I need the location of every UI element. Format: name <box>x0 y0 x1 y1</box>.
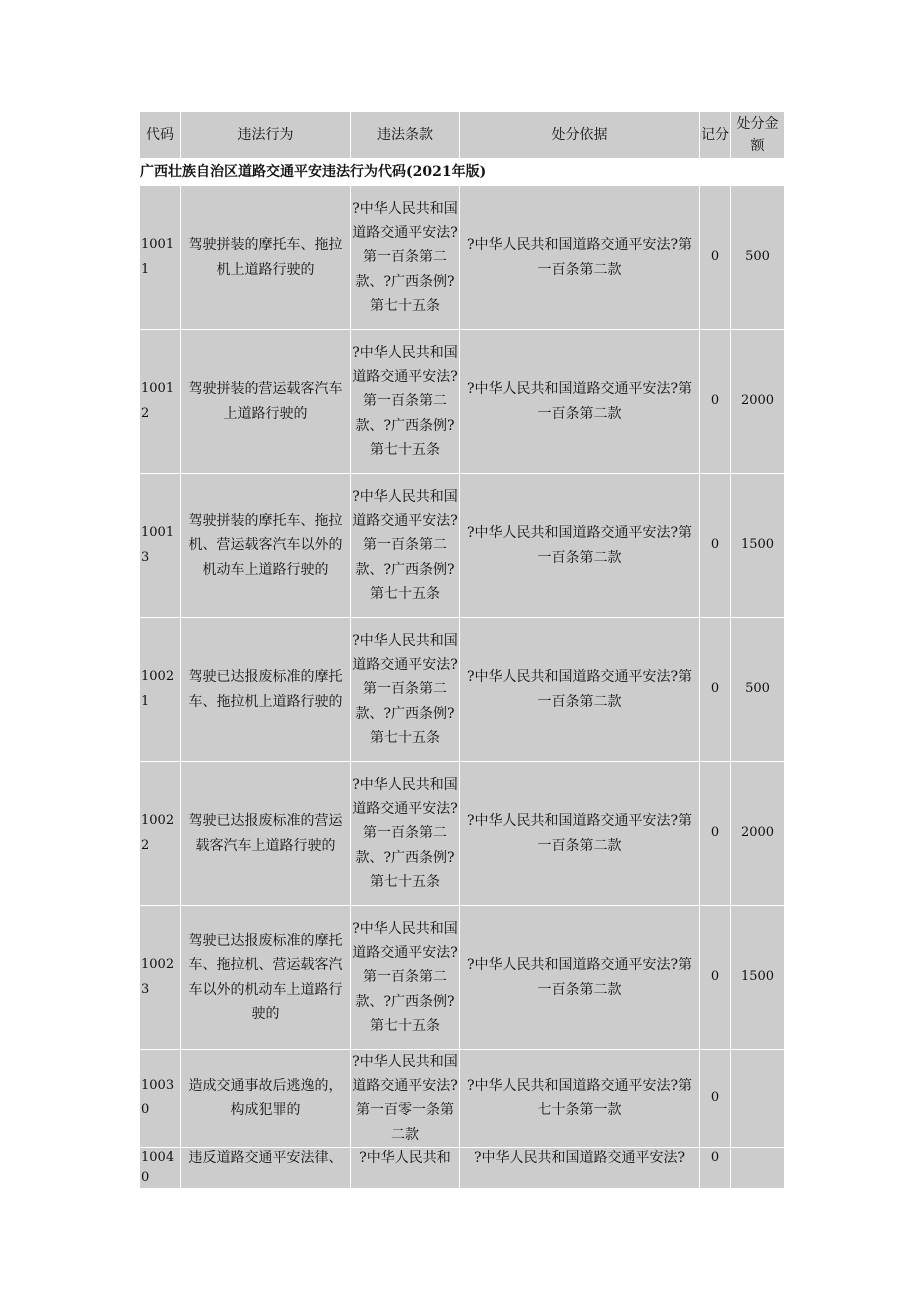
table-row <box>140 1147 785 1188</box>
basis-cell: ?中华人民共和国道路交通平安法?第一百条第二款 <box>460 762 700 906</box>
header-points: 记分 <box>700 112 731 159</box>
behavior-cell: 驾驶拼装的营运载客汽车上道路行驶的 <box>181 330 351 474</box>
points-cell: 0 <box>700 330 731 474</box>
basis-cell: ?中华人民共和国道路交通平安法?第一百条第二款 <box>460 474 700 618</box>
clause-cell: ?中华人民共和国道路交通平安法?第一百条第二款、?广西条例?第七十五条 <box>351 618 460 762</box>
code-cell: 10022 <box>140 762 181 906</box>
group-title-row <box>140 159 785 186</box>
header-basis: 处分依据 <box>460 112 700 159</box>
table-body <box>140 159 785 1189</box>
clause-cell: ?中华人民共和国道路交通平安法?第一百条第二款、?广西条例?第七十五条 <box>351 186 460 330</box>
behavior-cell: 驾驶拼装的摩托车、拖拉机上道路行驶的 <box>181 186 351 330</box>
points-cell: 0 <box>700 1147 731 1188</box>
behavior-cell: 驾驶已达报废标准的摩托车、拖拉机上道路行驶的 <box>181 618 351 762</box>
amount-cell: 500 <box>731 618 785 762</box>
header-behavior: 违法行为 <box>181 112 351 159</box>
table-row <box>140 618 785 762</box>
points-cell: 0 <box>700 1050 731 1148</box>
clause-cell: ?中华人民共和国道路交通平安法?第一百条第二款、?广西条例?第七十五条 <box>351 762 460 906</box>
code-cell: 10021 <box>140 618 181 762</box>
code-cell: 10030 <box>140 1050 181 1148</box>
clause-cell: ?中华人民共和国道路交通平安法?第一百零一条第二款 <box>351 1050 460 1148</box>
code-cell: 10023 <box>140 906 181 1050</box>
basis-cell: ?中华人民共和国道路交通平安法?第一百条第二款 <box>460 618 700 762</box>
code-cell: 10013 <box>140 474 181 618</box>
basis-cell: ?中华人民共和国道路交通平安法?第七十条第一款 <box>460 1050 700 1148</box>
amount-cell: 1500 <box>731 906 785 1050</box>
behavior-cell: 造成交通事故后逃逸的，构成犯罪的 <box>181 1050 351 1148</box>
header-amount: 处分金额 <box>731 112 785 159</box>
clause-cell: ?中华人民共和 <box>351 1147 460 1188</box>
behavior-cell: 驾驶已达报废标准的营运载客汽车上道路行驶的 <box>181 762 351 906</box>
table-row <box>140 906 785 1050</box>
points-cell: 0 <box>700 906 731 1050</box>
table-row <box>140 186 785 330</box>
amount-cell <box>731 1147 785 1188</box>
amount-cell <box>731 1050 785 1148</box>
points-cell: 0 <box>700 186 731 330</box>
code-cell: 10012 <box>140 330 181 474</box>
clause-cell: ?中华人民共和国道路交通平安法?第一百条第二款、?广西条例?第七十五条 <box>351 906 460 1050</box>
header-code: 代码 <box>140 112 181 159</box>
table-row <box>140 762 785 906</box>
points-cell: 0 <box>700 762 731 906</box>
basis-cell: ?中华人民共和国道路交通平安法?第一百条第二款 <box>460 330 700 474</box>
violation-code-table <box>139 111 785 1189</box>
table-row <box>140 330 785 474</box>
amount-cell: 2000 <box>731 762 785 906</box>
clause-cell: ?中华人民共和国道路交通平安法?第一百条第二款、?广西条例?第七十五条 <box>351 474 460 618</box>
basis-cell: ?中华人民共和国道路交通平安法? <box>460 1147 700 1188</box>
table-row <box>140 474 785 618</box>
basis-cell: ?中华人民共和国道路交通平安法?第一百条第二款 <box>460 186 700 330</box>
points-cell: 0 <box>700 474 731 618</box>
table-header-row <box>140 112 785 159</box>
table-row <box>140 1050 785 1148</box>
behavior-cell: 驾驶拼装的摩托车、拖拉机、营运载客汽车以外的机动车上道路行驶的 <box>181 474 351 618</box>
code-cell: 10040 <box>140 1147 181 1188</box>
group-title: 广西壮族自治区道路交通平安违法行为代码(2021年版) <box>140 159 785 186</box>
code-cell: 10011 <box>140 186 181 330</box>
clause-cell: ?中华人民共和国道路交通平安法?第一百条第二款、?广西条例?第七十五条 <box>351 330 460 474</box>
behavior-cell: 违反道路交通平安法律、 <box>181 1147 351 1188</box>
amount-cell: 2000 <box>731 330 785 474</box>
basis-cell: ?中华人民共和国道路交通平安法?第一百条第二款 <box>460 906 700 1050</box>
behavior-cell: 驾驶已达报废标准的摩托车、拖拉机、营运载客汽车以外的机动车上道路行驶的 <box>181 906 351 1050</box>
header-clause: 违法条款 <box>351 112 460 159</box>
amount-cell: 500 <box>731 186 785 330</box>
points-cell: 0 <box>700 618 731 762</box>
amount-cell: 1500 <box>731 474 785 618</box>
